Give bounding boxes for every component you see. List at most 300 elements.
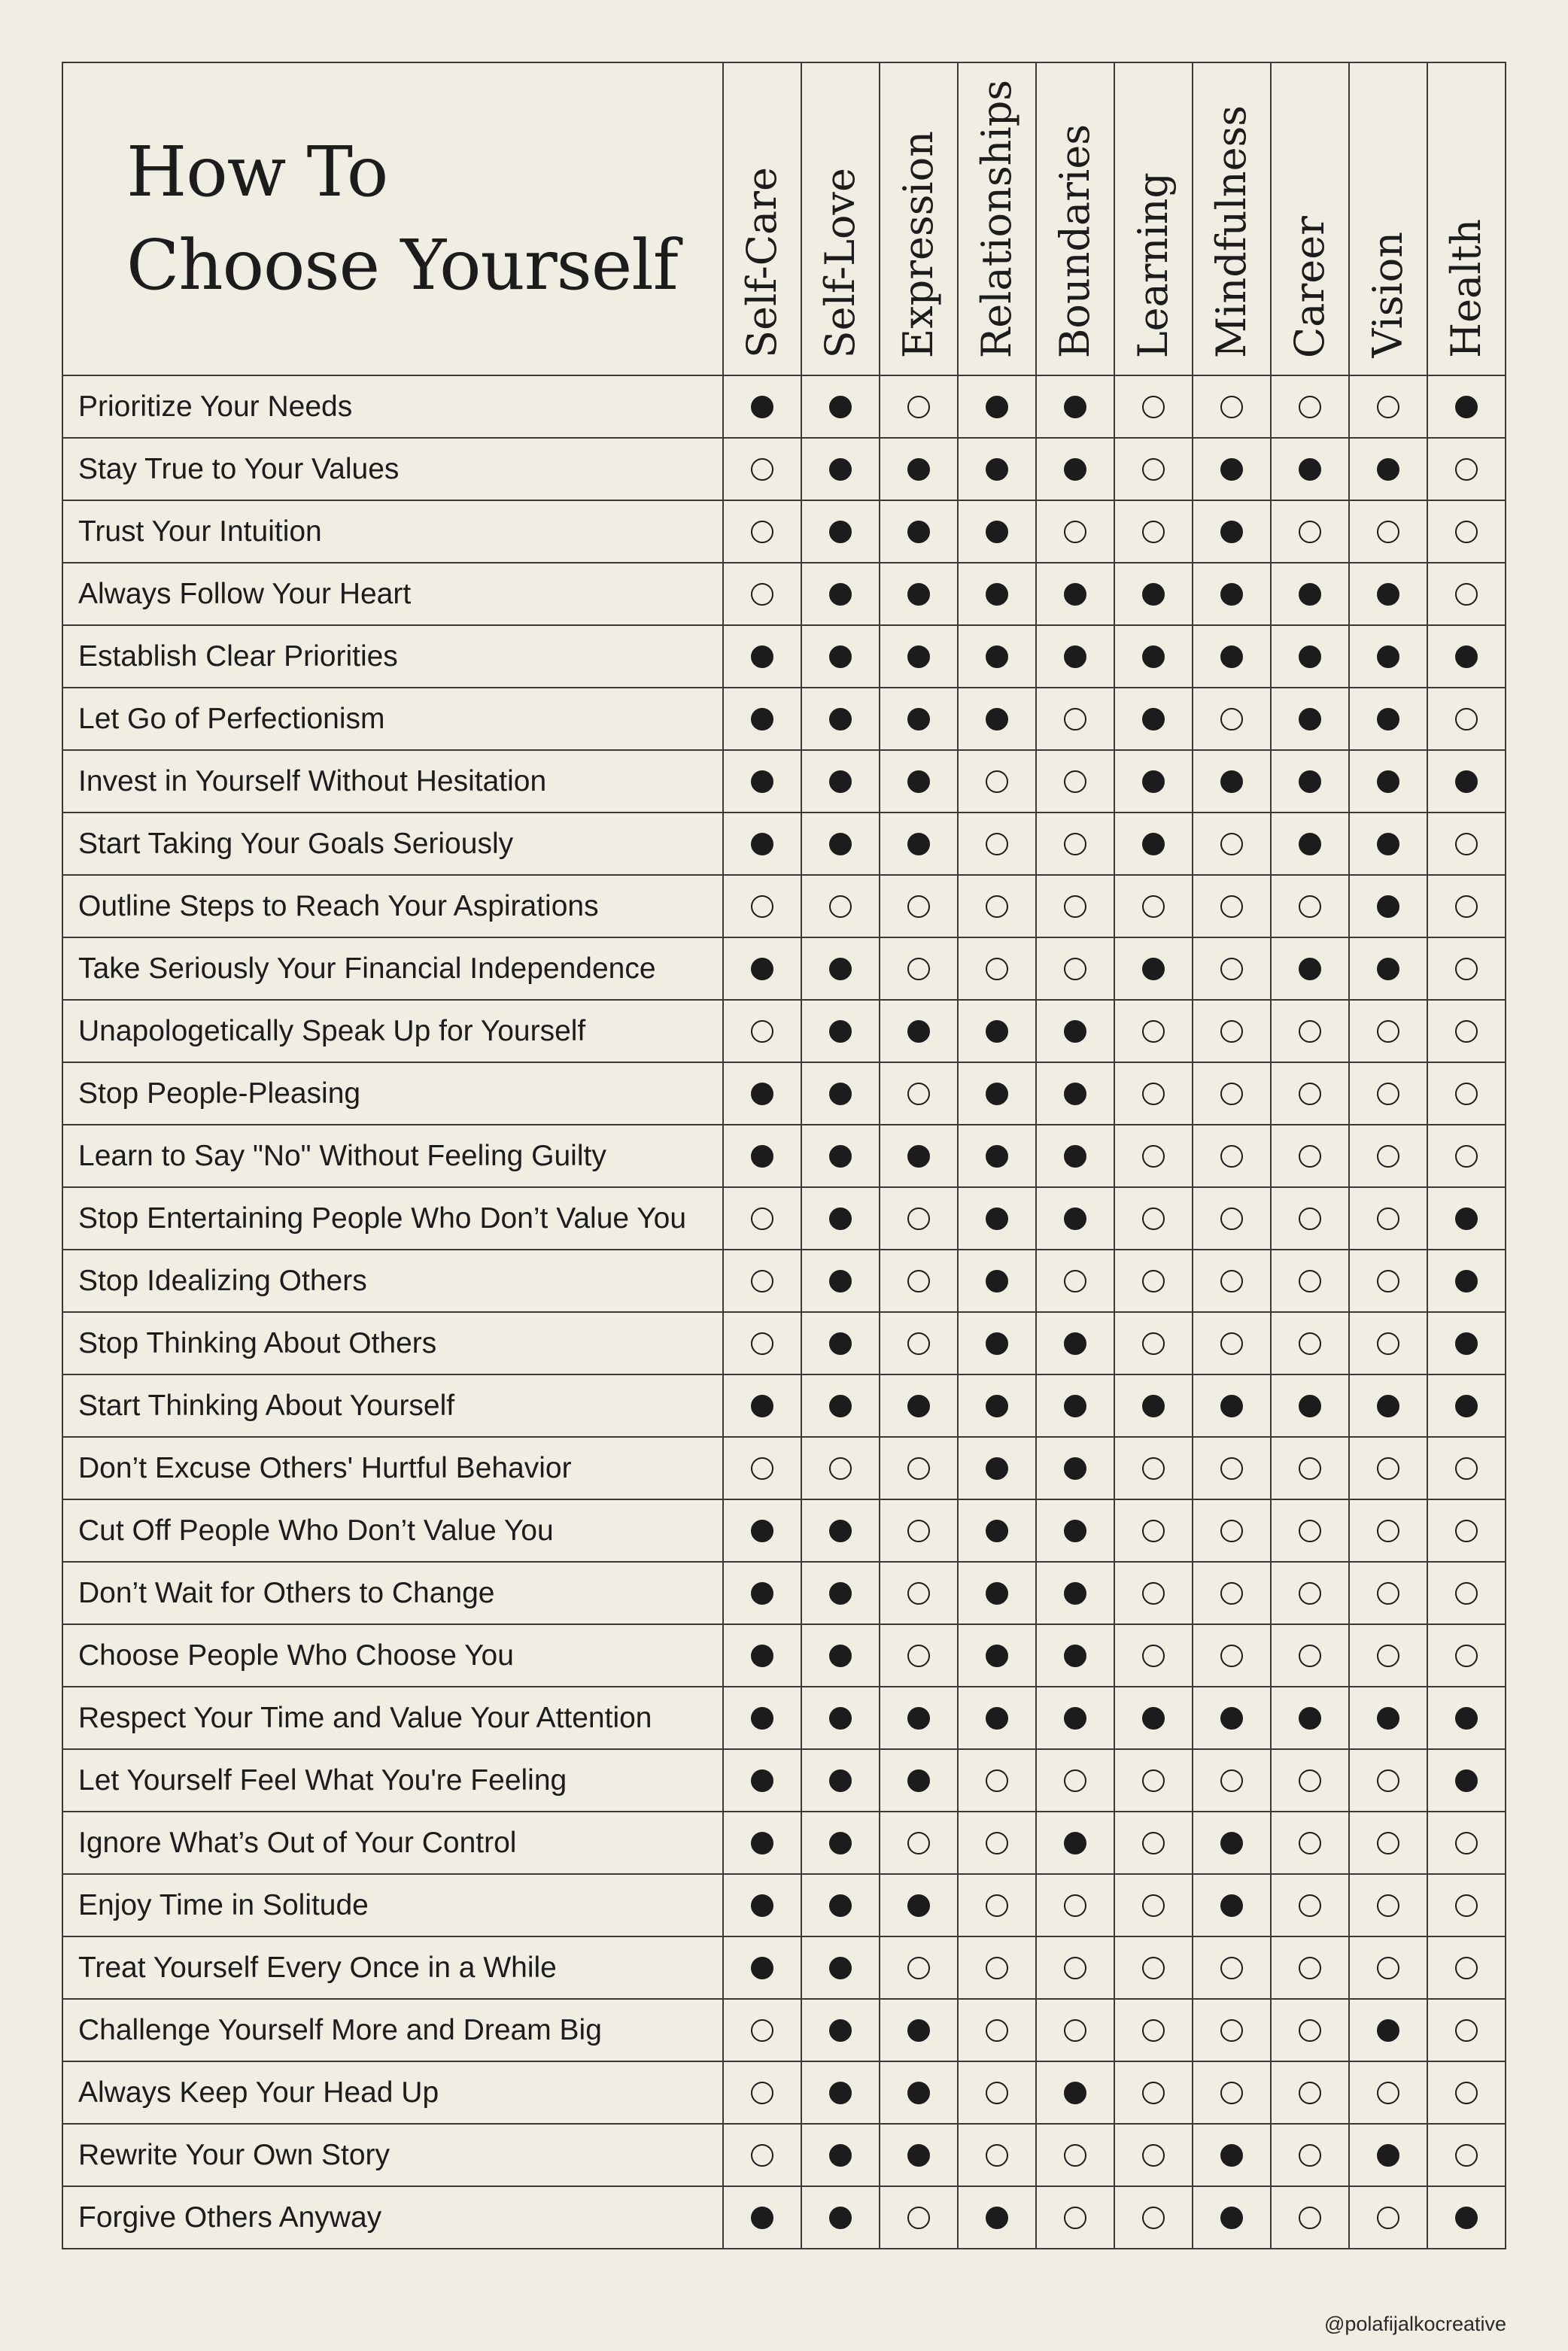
matrix-cell — [1114, 1687, 1193, 1749]
filled-circle-icon — [986, 1645, 1008, 1667]
filled-circle-icon — [829, 1894, 852, 1917]
matrix-cell — [880, 1437, 958, 1499]
filled-circle-icon — [1142, 958, 1165, 980]
matrix-cell — [1036, 375, 1114, 438]
empty-circle-icon — [1299, 895, 1321, 918]
matrix-cell — [801, 1000, 880, 1062]
matrix-cell — [1427, 2124, 1506, 2186]
matrix-cell — [1271, 1437, 1349, 1499]
empty-circle-icon — [1455, 1957, 1478, 1979]
filled-circle-icon — [751, 1645, 773, 1667]
matrix-cell — [958, 2124, 1036, 2186]
matrix-cell — [958, 813, 1036, 875]
matrix-cell — [1427, 563, 1506, 625]
filled-circle-icon — [1064, 1145, 1086, 1168]
empty-circle-icon — [1299, 396, 1321, 418]
filled-circle-icon — [1377, 770, 1399, 793]
empty-circle-icon — [1220, 2019, 1243, 2042]
matrix-cell — [1349, 1000, 1427, 1062]
filled-circle-icon — [1455, 1707, 1478, 1730]
matrix-cell — [1036, 1437, 1114, 1499]
filled-circle-icon — [1064, 1395, 1086, 1417]
matrix-cell — [958, 563, 1036, 625]
filled-circle-icon — [986, 1145, 1008, 1168]
matrix-cell — [1036, 813, 1114, 875]
matrix-cell — [1193, 1812, 1271, 1874]
matrix-cell — [723, 875, 801, 937]
matrix-cell — [1271, 1000, 1349, 1062]
matrix-cell — [1427, 1749, 1506, 1812]
matrix-cell — [958, 2186, 1036, 2249]
empty-circle-icon — [1064, 2144, 1086, 2167]
empty-circle-icon — [1299, 1145, 1321, 1168]
filled-circle-icon — [751, 833, 773, 855]
column-label: Learning — [1129, 172, 1177, 358]
empty-circle-icon — [1064, 1270, 1086, 1292]
filled-circle-icon — [829, 458, 852, 481]
empty-circle-icon — [1142, 1832, 1165, 1854]
table-row — [62, 1999, 1506, 2061]
matrix-cell — [1193, 1374, 1271, 1437]
empty-circle-icon — [1142, 2207, 1165, 2229]
matrix-cell — [801, 1999, 880, 2061]
empty-circle-icon — [986, 895, 1008, 918]
column-label: Boundaries — [1051, 123, 1099, 358]
filled-circle-icon — [1220, 2207, 1243, 2229]
filled-circle-icon — [751, 2207, 773, 2229]
matrix-cell — [1427, 1562, 1506, 1624]
matrix-cell — [1193, 1062, 1271, 1125]
column-label: Expression — [895, 130, 942, 358]
matrix-cell — [1114, 1374, 1193, 1437]
matrix-cell — [1427, 1062, 1506, 1125]
filled-circle-icon — [751, 770, 773, 793]
filled-circle-icon — [907, 1769, 930, 1792]
matrix-cell — [1193, 1125, 1271, 1187]
matrix-cell — [723, 813, 801, 875]
filled-circle-icon — [1064, 458, 1086, 481]
matrix-cell — [1193, 2124, 1271, 2186]
matrix-cell — [880, 1812, 958, 1874]
matrix-cell — [801, 438, 880, 500]
row-label: Establish Clear Priorities — [62, 625, 723, 688]
row-label: Rewrite Your Own Story — [62, 2124, 723, 2186]
matrix-cell — [1193, 500, 1271, 563]
matrix-cell — [1193, 875, 1271, 937]
empty-circle-icon — [1299, 1520, 1321, 1542]
matrix-cell — [880, 2186, 958, 2249]
matrix-cell — [880, 1687, 958, 1749]
filled-circle-icon — [986, 583, 1008, 606]
matrix-cell — [1427, 1936, 1506, 1999]
matrix-cell — [801, 1687, 880, 1749]
empty-circle-icon — [1220, 1020, 1243, 1043]
matrix-cell — [880, 750, 958, 813]
filled-circle-icon — [829, 1145, 852, 1168]
empty-circle-icon — [1142, 2144, 1165, 2167]
empty-circle-icon — [1064, 770, 1086, 793]
empty-circle-icon — [1220, 1957, 1243, 1979]
table-row — [62, 1250, 1506, 1312]
filled-circle-icon — [1064, 1520, 1086, 1542]
header-row — [62, 62, 1506, 375]
matrix-cell — [880, 1749, 958, 1812]
matrix-cell — [1349, 1312, 1427, 1374]
row-label: Start Thinking About Yourself — [62, 1374, 723, 1437]
matrix-cell — [880, 1999, 958, 2061]
matrix-cell — [958, 625, 1036, 688]
filled-circle-icon — [829, 2082, 852, 2104]
matrix-cell — [1114, 688, 1193, 750]
matrix-cell — [1193, 1936, 1271, 1999]
empty-circle-icon — [1064, 1769, 1086, 1792]
matrix-cell — [1114, 1250, 1193, 1312]
filled-circle-icon — [1220, 645, 1243, 668]
matrix-cell — [880, 1000, 958, 1062]
empty-circle-icon — [1377, 1520, 1399, 1542]
filled-circle-icon — [1377, 1395, 1399, 1417]
row-label: Stop Idealizing Others — [62, 1250, 723, 1312]
matrix-cell — [1349, 750, 1427, 813]
matrix-cell — [1036, 1187, 1114, 1250]
empty-circle-icon — [1455, 1894, 1478, 1917]
filled-circle-icon — [1299, 1707, 1321, 1730]
matrix-cell — [1193, 1187, 1271, 1250]
filled-circle-icon — [986, 521, 1008, 543]
filled-circle-icon — [829, 2144, 852, 2167]
matrix-cell — [958, 1562, 1036, 1624]
filled-circle-icon — [829, 1083, 852, 1105]
matrix-cell — [1349, 2061, 1427, 2124]
matrix-cell — [1349, 1562, 1427, 1624]
filled-circle-icon — [907, 1020, 930, 1043]
filled-circle-icon — [751, 1395, 773, 1417]
filled-circle-icon — [1299, 958, 1321, 980]
empty-circle-icon — [1299, 521, 1321, 543]
empty-circle-icon — [1455, 895, 1478, 918]
matrix-cell — [1427, 438, 1506, 500]
matrix-cell — [1193, 1624, 1271, 1687]
filled-circle-icon — [1299, 770, 1321, 793]
empty-circle-icon — [1455, 1520, 1478, 1542]
empty-circle-icon — [986, 1832, 1008, 1854]
matrix-cell — [1036, 1000, 1114, 1062]
empty-circle-icon — [1142, 1645, 1165, 1667]
filled-circle-icon — [829, 1395, 852, 1417]
empty-circle-icon — [1377, 1145, 1399, 1168]
matrix-cell — [1271, 2186, 1349, 2249]
matrix-cell — [880, 875, 958, 937]
empty-circle-icon — [1299, 1645, 1321, 1667]
matrix-cell — [801, 937, 880, 1000]
empty-circle-icon — [1377, 1957, 1399, 1979]
matrix-cell — [1114, 1749, 1193, 1812]
matrix-cell — [1271, 1936, 1349, 1999]
column-label: Vision — [1364, 232, 1412, 358]
row-label: Cut Off People Who Don’t Value You — [62, 1499, 723, 1562]
empty-circle-icon — [1455, 583, 1478, 606]
matrix-cell — [1427, 750, 1506, 813]
matrix-cell — [1427, 1999, 1506, 2061]
filled-circle-icon — [1455, 645, 1478, 668]
matrix-cell — [1114, 1874, 1193, 1936]
filled-circle-icon — [1455, 396, 1478, 418]
filled-circle-icon — [907, 2144, 930, 2167]
filled-circle-icon — [829, 1520, 852, 1542]
empty-circle-icon — [1220, 1270, 1243, 1292]
matrix-cell — [801, 375, 880, 438]
table-row — [62, 1000, 1506, 1062]
table-row — [62, 1187, 1506, 1250]
matrix-cell — [1427, 1187, 1506, 1250]
matrix-cell — [1427, 1687, 1506, 1749]
matrix-cell — [801, 2124, 880, 2186]
matrix-cell — [723, 1999, 801, 2061]
filled-circle-icon — [829, 1207, 852, 1230]
filled-circle-icon — [907, 833, 930, 855]
empty-circle-icon — [1220, 958, 1243, 980]
empty-circle-icon — [1455, 2082, 1478, 2104]
table-row — [62, 813, 1506, 875]
matrix-cell — [1427, 1874, 1506, 1936]
matrix-cell — [1193, 750, 1271, 813]
table-row — [62, 1562, 1506, 1624]
table-row — [62, 1749, 1506, 1812]
filled-circle-icon — [751, 1520, 773, 1542]
table-row — [62, 688, 1506, 750]
filled-circle-icon — [1064, 2082, 1086, 2104]
matrix-cell — [1349, 1936, 1427, 1999]
matrix-cell — [880, 1624, 958, 1687]
column-label: Self-Care — [738, 167, 786, 358]
matrix-cell — [880, 1250, 958, 1312]
filled-circle-icon — [1220, 770, 1243, 793]
matrix-cell — [1349, 1187, 1427, 1250]
matrix-cell — [801, 813, 880, 875]
table-row — [62, 1812, 1506, 1874]
matrix-cell — [1271, 1250, 1349, 1312]
column-header-learning — [1114, 62, 1193, 375]
empty-circle-icon — [1220, 1457, 1243, 1480]
empty-circle-icon — [907, 1832, 930, 1854]
matrix-cell — [1427, 1437, 1506, 1499]
table-row — [62, 1437, 1506, 1499]
matrix-cell — [958, 1437, 1036, 1499]
filled-circle-icon — [829, 1020, 852, 1043]
filled-circle-icon — [829, 521, 852, 543]
matrix-cell — [880, 813, 958, 875]
filled-circle-icon — [1455, 1332, 1478, 1355]
empty-circle-icon — [986, 770, 1008, 793]
filled-circle-icon — [1377, 458, 1399, 481]
empty-circle-icon — [1142, 1769, 1165, 1792]
matrix-cell — [1193, 1687, 1271, 1749]
empty-circle-icon — [986, 1957, 1008, 1979]
matrix-cell — [1271, 500, 1349, 563]
filled-circle-icon — [907, 2082, 930, 2104]
filled-circle-icon — [1377, 2144, 1399, 2167]
filled-circle-icon — [907, 1395, 930, 1417]
filled-circle-icon — [1220, 2144, 1243, 2167]
matrix-cell — [723, 1374, 801, 1437]
matrix-cell — [723, 2124, 801, 2186]
matrix-cell — [1114, 1812, 1193, 1874]
filled-circle-icon — [907, 645, 930, 668]
filled-circle-icon — [1299, 645, 1321, 668]
matrix-cell — [1193, 375, 1271, 438]
empty-circle-icon — [1377, 1207, 1399, 1230]
matrix-cell — [1427, 2061, 1506, 2124]
filled-circle-icon — [829, 833, 852, 855]
matrix-cell — [1271, 1999, 1349, 2061]
matrix-cell — [1349, 1125, 1427, 1187]
matrix-cell — [1193, 1499, 1271, 1562]
empty-circle-icon — [1455, 1020, 1478, 1043]
filled-circle-icon — [1377, 645, 1399, 668]
matrix-cell — [1036, 563, 1114, 625]
empty-circle-icon — [751, 1207, 773, 1230]
row-label: Respect Your Time and Value Your Attention — [62, 1687, 723, 1749]
column-label: Self-Love — [816, 167, 864, 358]
empty-circle-icon — [1377, 1457, 1399, 1480]
filled-circle-icon — [1377, 2019, 1399, 2042]
empty-circle-icon — [1455, 2144, 1478, 2167]
matrix-cell — [723, 2061, 801, 2124]
matrix-cell — [1114, 1062, 1193, 1125]
filled-circle-icon — [1142, 708, 1165, 731]
empty-circle-icon — [1299, 2082, 1321, 2104]
empty-circle-icon — [1299, 1270, 1321, 1292]
filled-circle-icon — [1064, 1207, 1086, 1230]
matrix-cell — [1271, 1624, 1349, 1687]
matrix-cell — [1193, 625, 1271, 688]
matrix-cell — [1349, 1250, 1427, 1312]
empty-circle-icon — [1220, 1582, 1243, 1605]
matrix-cell — [1193, 1437, 1271, 1499]
empty-circle-icon — [1064, 2207, 1086, 2229]
empty-circle-icon — [1455, 958, 1478, 980]
empty-circle-icon — [1299, 1894, 1321, 1917]
filled-circle-icon — [1299, 833, 1321, 855]
filled-circle-icon — [1377, 708, 1399, 731]
filled-circle-icon — [986, 1707, 1008, 1730]
matrix-cell — [723, 1624, 801, 1687]
matrix-cell — [1114, 500, 1193, 563]
matrix-cell — [723, 1874, 801, 1936]
matrix-cell — [1349, 875, 1427, 937]
matrix-cell — [958, 1374, 1036, 1437]
matrix-cell — [1036, 625, 1114, 688]
empty-circle-icon — [829, 895, 852, 918]
matrix-cell — [1193, 813, 1271, 875]
filled-circle-icon — [1220, 1894, 1243, 1917]
matrix-cell — [801, 1312, 880, 1374]
filled-circle-icon — [986, 1207, 1008, 1230]
row-label: Let Yourself Feel What You're Feeling — [62, 1749, 723, 1812]
empty-circle-icon — [1142, 1332, 1165, 1355]
matrix-cell — [880, 2061, 958, 2124]
matrix-cell — [1114, 1624, 1193, 1687]
matrix-cell — [1036, 688, 1114, 750]
empty-circle-icon — [1299, 1582, 1321, 1605]
matrix-cell — [723, 1250, 801, 1312]
matrix-cell — [723, 1000, 801, 1062]
matrix-cell — [1349, 2186, 1427, 2249]
matrix-cell — [1036, 1999, 1114, 2061]
filled-circle-icon — [829, 1832, 852, 1854]
table-row — [62, 937, 1506, 1000]
empty-circle-icon — [751, 2082, 773, 2104]
column-header-expression — [880, 62, 958, 375]
matrix-cell — [958, 1624, 1036, 1687]
matrix-cell — [801, 1437, 880, 1499]
matrix-cell — [723, 1936, 801, 1999]
filled-circle-icon — [751, 1957, 773, 1979]
filled-circle-icon — [907, 770, 930, 793]
empty-circle-icon — [1142, 1083, 1165, 1105]
filled-circle-icon — [1455, 1270, 1478, 1292]
table-row — [62, 1499, 1506, 1562]
empty-circle-icon — [907, 1207, 930, 1230]
empty-circle-icon — [829, 1457, 852, 1480]
matrix-cell — [880, 1936, 958, 1999]
table-row — [62, 1624, 1506, 1687]
matrix-cell — [1427, 1125, 1506, 1187]
empty-circle-icon — [1455, 2019, 1478, 2042]
row-label: Ignore What’s Out of Your Control — [62, 1812, 723, 1874]
matrix-cell — [801, 625, 880, 688]
table-row — [62, 1312, 1506, 1374]
row-label: Invest in Yourself Without Hesitation — [62, 750, 723, 813]
empty-circle-icon — [1064, 833, 1086, 855]
matrix-cell — [801, 1812, 880, 1874]
matrix-cell — [1114, 438, 1193, 500]
column-header-boundaries — [1036, 62, 1114, 375]
matrix-cell — [958, 438, 1036, 500]
row-label: Start Taking Your Goals Seriously — [62, 813, 723, 875]
matrix-cell — [880, 375, 958, 438]
matrix-cell — [1349, 813, 1427, 875]
matrix-cell — [1193, 563, 1271, 625]
empty-circle-icon — [1299, 1207, 1321, 1230]
matrix-cell — [1271, 1125, 1349, 1187]
matrix-cell — [801, 563, 880, 625]
matrix-cell — [958, 1187, 1036, 1250]
empty-circle-icon — [907, 1270, 930, 1292]
matrix-cell — [1114, 1187, 1193, 1250]
filled-circle-icon — [1064, 645, 1086, 668]
matrix-cell — [1427, 1624, 1506, 1687]
matrix-cell — [801, 1749, 880, 1812]
matrix-cell — [1349, 1062, 1427, 1125]
matrix-cell — [801, 1125, 880, 1187]
filled-circle-icon — [1455, 1395, 1478, 1417]
matrix-cell — [1349, 438, 1427, 500]
matrix-cell — [1271, 1312, 1349, 1374]
matrix-cell — [1427, 937, 1506, 1000]
empty-circle-icon — [986, 2144, 1008, 2167]
matrix-cell — [801, 1062, 880, 1125]
table-row — [62, 563, 1506, 625]
empty-circle-icon — [1142, 895, 1165, 918]
row-label: Don’t Excuse Others' Hurtful Behavior — [62, 1437, 723, 1499]
matrix-cell — [1114, 563, 1193, 625]
empty-circle-icon — [1064, 521, 1086, 543]
filled-circle-icon — [1064, 1020, 1086, 1043]
empty-circle-icon — [1064, 2019, 1086, 2042]
filled-circle-icon — [829, 645, 852, 668]
matrix-cell — [1271, 875, 1349, 937]
